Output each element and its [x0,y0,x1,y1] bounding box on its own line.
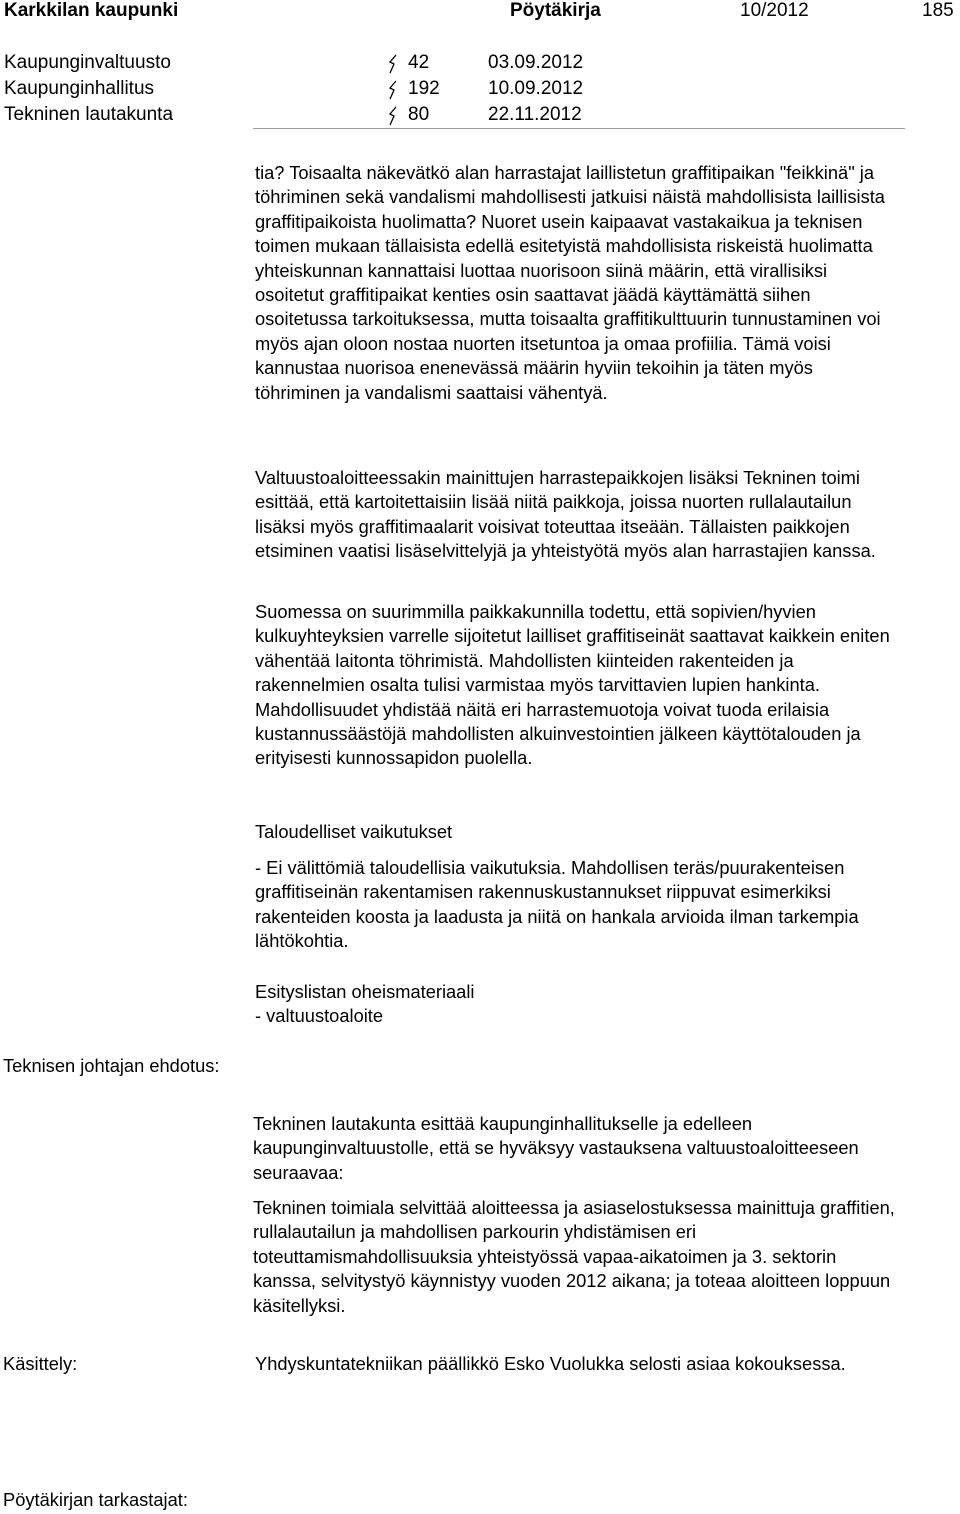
meeting-date: 03.09.2012 [488,52,584,73]
reference-arrow-icon [388,54,398,74]
reference-arrow-icon [388,106,398,126]
meeting-body: Kaupunginvaltuusto [4,52,171,73]
economic-heading: Taloudelliset vaikutukset [255,821,453,842]
economic-text: - Ei välittömiä taloudellisia vaikutuksia. Mahdollisen teräs/puurakenteisen graffitiseinän rakentamisen rakennuskustannukset riippuvat esimerkiksi rakenteiden koosta ja laadusta ja niitä on hankala arvioida ilman tarkempia lähtökohtia. [255,857,859,952]
meeting-date: 22.11.2012 [488,104,582,125]
attachments-item: - valtuustoaloite [255,1005,384,1026]
attachments-heading: Esityslistan oheismateriaali [255,981,475,1002]
meeting-number: 42 [408,52,430,73]
meeting-date: 10.09.2012 [488,78,584,99]
header-divider [253,128,905,129]
checkers-label: Pöytäkirjan tarkastajat: [3,1489,188,1510]
proposal-paragraph-1: Tekninen lautakunta esittää kaupunginhallitukselle ja edelleen kaupunginvaltuustolle, että se hyväksyy vastauksena valtuustoaloitteeseen seuraavaa: [253,1113,859,1183]
body-paragraph-3: Suomessa on suurimmilla paikkakunnilla todettu, että sopivien/hyvien kulkuyhteyksien varrelle sijoitetut lailliset graffitiseinät saattavat kaikkein eniten vähentää laitonta töhrimistä. Mahdollisten kiinteiden rakenteiden ja rakennelmien osalta tulisi varmistaa myös tarvittavien lupien hankinta. Mahdollisuudet yhdistää näitä eri harrastemuotoja voivat tuoda erilaisia kustannussäästöjä mahdollisten alkuinvestointien jälkeen käyttötalouden ja erityisesti kunnossapidon puolella. [255,601,890,769]
body-paragraph-2: Valtuustoaloitteessakin mainittujen harrastepaikkojen lisäksi Tekninen toimi esittää, että kartoitettaisiin lisää niitä paikkoja, joissa nuorten rullalautailun lisäksi myös graffitimaalarit voisivat toteuttaa itseään. Tällaisten paikkojen etsiminen vaatisi lisäselvittelyjä ja yhteistyötä myös alan harrastajien kanssa. [255,467,876,562]
document-type: Pöytäkirja [510,0,601,21]
handling-text: Yhdyskuntatekniikan päällikkö Esko Vuolukka selosti asiaa kokouksessa. [255,1353,846,1374]
proposal-paragraph-2: Tekninen toimiala selvittää aloitteessa ja asiaselostuksessa mainittuja graffitien, rullalautailun ja mahdollisen parkourin yhdistämisen eri toteuttamismahdollisuuksia yhteistyössä vapaa-aikatoimen ja 3. sektorin kanssa, selvitystyö käynnistyy vuoden 2012 aikana; ja toteaa aloitteen loppuun käsitellyksi. [253,1197,895,1316]
reference-arrow-icon [388,80,398,100]
issue-number: 10/2012 [740,0,809,21]
meeting-number: 192 [408,78,440,99]
meeting-body: Tekninen lautakunta [4,104,174,125]
meeting-body: Kaupunginhallitus [4,78,155,99]
body-paragraph-1: tia? Toisaalta näkevätkö alan harrastajat laillistetun graffitipaikan "feikkinä" ja töhriminen sekä vandalismi mahdollisesti jatkuisi näistä mahdollisista laillisista graffitipaikoista huolimatta? Nuoret usein kaipaavat vastakaikua ja teknisen toimen mukaan tällaisista edellä esitetyistä mahdollisista riskeistä huolimatta yhteiskunnan kannattaisi luottaa nuorisoon siinä määrin, että virallisiksi osoitetut graffitipaikat kenties osin saattavat jäädä käyttämättä siihen osoitetussa tarkoituksessa, mutta toisaalta graffitikulttuurin tunnustaminen voi myös ajan oloon nostaa nuorten itsetuntoa ja omaa profiilia. Tämä voisi kannustaa nuorisoa enenevässä määrin hyviin tekoihin ja täten myös töhriminen ja vandalismi saattaisi vähentyä. [255,162,885,403]
proposal-label: Teknisen johtajan ehdotus: [3,1055,220,1076]
meeting-number: 80 [408,104,430,125]
handling-label: Käsittely: [3,1353,78,1374]
page-number: 185 [922,0,954,21]
city-name: Karkkilan kaupunki [4,0,179,21]
